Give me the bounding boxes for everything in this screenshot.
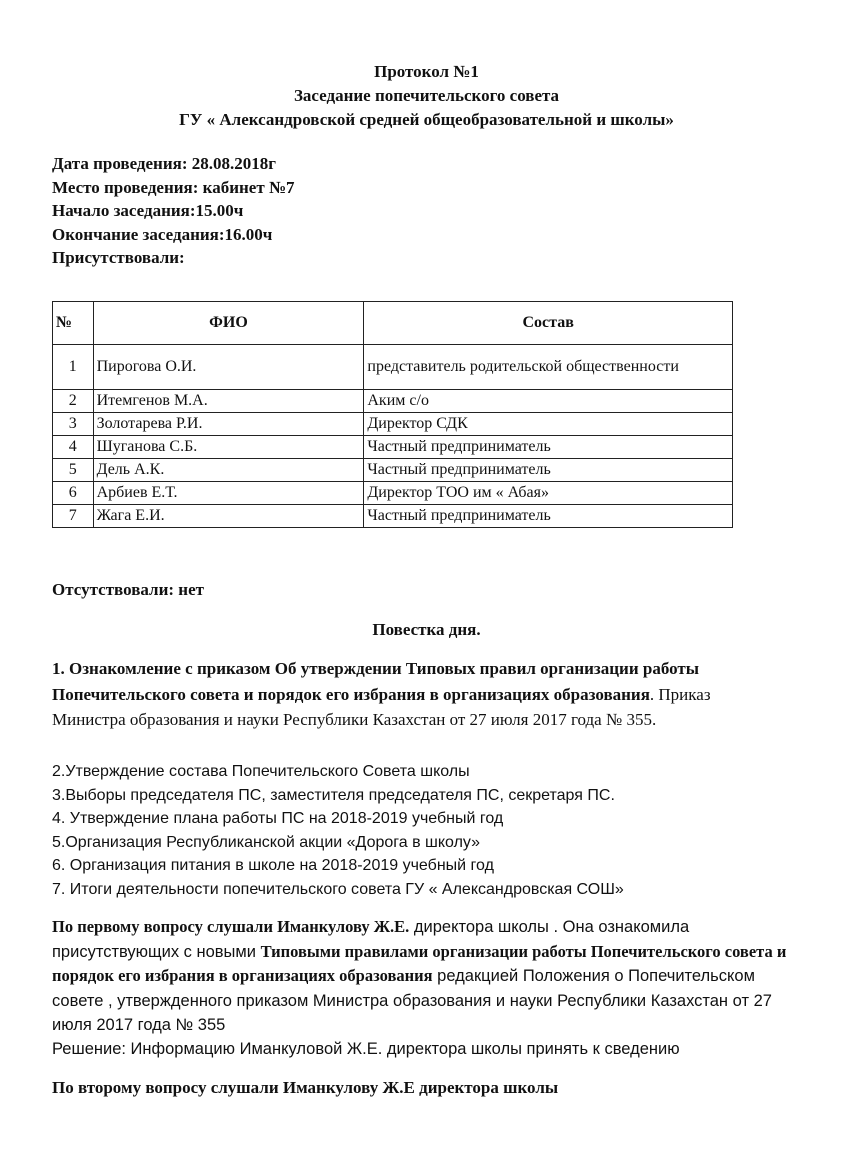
- row-num: 1: [53, 345, 94, 390]
- row-fio: Пирогова О.И.: [93, 345, 364, 390]
- row-sostav: Директор СДК: [364, 413, 733, 436]
- meeting-place: Место проведения: кабинет №7: [52, 177, 295, 197]
- meeting-meta: [52, 152, 295, 270]
- agenda-item-1: [52, 656, 752, 733]
- row-fio: Арбиев Е.Т.: [93, 482, 364, 505]
- row-fio: Дель А.К.: [93, 459, 364, 482]
- protocol-header: [0, 60, 853, 132]
- q1-text-2: редакцией Положения о Попечительском совете , утвержденного приказом Министра образования и науки Республики Казахстан от 27 июля 2017 года № 355: [52, 967, 772, 1034]
- row-sostav: Директор ТОО им « Абая»: [364, 482, 733, 505]
- table-header-row: [53, 302, 733, 345]
- row-sostav: Частный предприниматель: [364, 505, 733, 528]
- first-question-section: [52, 915, 787, 1061]
- agenda-item: 6. Организация питания в школе на 2018-2019 учебный год: [52, 857, 494, 874]
- agenda-list: [52, 760, 772, 901]
- row-num: 3: [53, 413, 94, 436]
- row-sostav: Частный предприниматель: [364, 459, 733, 482]
- row-num: 2: [53, 390, 94, 413]
- agenda-item-1-bold: 1. Ознакомление с приказом Об утверждении Типовых правил организации работы Попечительского совета и порядок его избрания в организациях образования: [52, 659, 700, 704]
- row-fio: Золотарева Р.И.: [93, 413, 364, 436]
- q1-bold-1: По первому вопросу слушали Иманкулову Ж.Е.: [52, 917, 410, 936]
- agenda-item: 5.Организация Республиканской акции «Дорога в школу»: [52, 833, 481, 851]
- meeting-end: Окончание заседания:16.00ч: [52, 224, 273, 244]
- agenda-item: 4. Утверждение плана работы ПС на 2018-2019 учебный год: [52, 810, 504, 827]
- meeting-start: Начало заседания:15.00ч: [52, 201, 244, 220]
- row-num: 6: [53, 482, 94, 505]
- row-sostav: представитель родительской общественности: [364, 345, 733, 390]
- table-row: [53, 345, 733, 390]
- row-sostav: Аким с/о: [364, 390, 733, 413]
- agenda-item: 7. Итоги деятельности попечительского совета ГУ « Александровская СОШ»: [52, 880, 624, 898]
- agenda-item: 3.Выборы председателя ПС, заместителя председателя ПС, секретаря ПС.: [52, 786, 615, 804]
- members-table: [52, 301, 733, 528]
- second-question-line: По второму вопросу слушали Иманкулову Ж.Е директора школы: [52, 1078, 559, 1097]
- meeting-date: Дата проведения: 28.08.2018г: [52, 154, 276, 173]
- protocol-number: Протокол №1: [374, 62, 479, 81]
- table-row: [53, 505, 733, 528]
- meeting-title: Заседание попечительского совета: [293, 86, 560, 105]
- q1-bold-2: Типовыми правилами организации работы Попечительского совета и порядок его избрания в организациях образования: [52, 941, 787, 985]
- row-fio: Жага Е.И.: [93, 505, 364, 528]
- row-num: 5: [53, 459, 94, 482]
- row-num: 4: [53, 436, 94, 459]
- row-sostav: Частный предприниматель: [364, 436, 733, 459]
- table-row: [53, 413, 733, 436]
- table-row: [53, 459, 733, 482]
- header-sostav: Состав: [364, 302, 733, 345]
- row-fio: Шуганова С.Б.: [93, 436, 364, 459]
- table-row: [53, 436, 733, 459]
- absent-line: Отсутствовали: нет: [52, 580, 204, 599]
- institution-name: ГУ « Александровской средней общеобразовательной и школы»: [179, 110, 674, 129]
- header-fio: ФИО: [93, 302, 364, 345]
- row-fio: Итемгенов М.А.: [93, 390, 364, 413]
- present-label: Присутствовали:: [52, 248, 185, 267]
- agenda-item: 2.Утверждение состава Попечительского Совета школы: [52, 763, 470, 780]
- q1-decision: Решение: Информацию Иманкуловой Ж.Е. директора школы принять к сведению: [52, 1039, 680, 1058]
- row-num: 7: [53, 505, 94, 528]
- table-row: [53, 482, 733, 505]
- q1-text-1: директора школы . Она ознакомила присутствующих с новыми: [52, 918, 690, 961]
- table-row: [53, 390, 733, 413]
- header-num: №: [53, 302, 94, 345]
- agenda-title: Повестка дня.: [372, 620, 481, 639]
- agenda-item-1-rest: . Приказ Министра образования и науки Республики Казахстан от 27 июля 2017 года № 355.: [52, 684, 711, 729]
